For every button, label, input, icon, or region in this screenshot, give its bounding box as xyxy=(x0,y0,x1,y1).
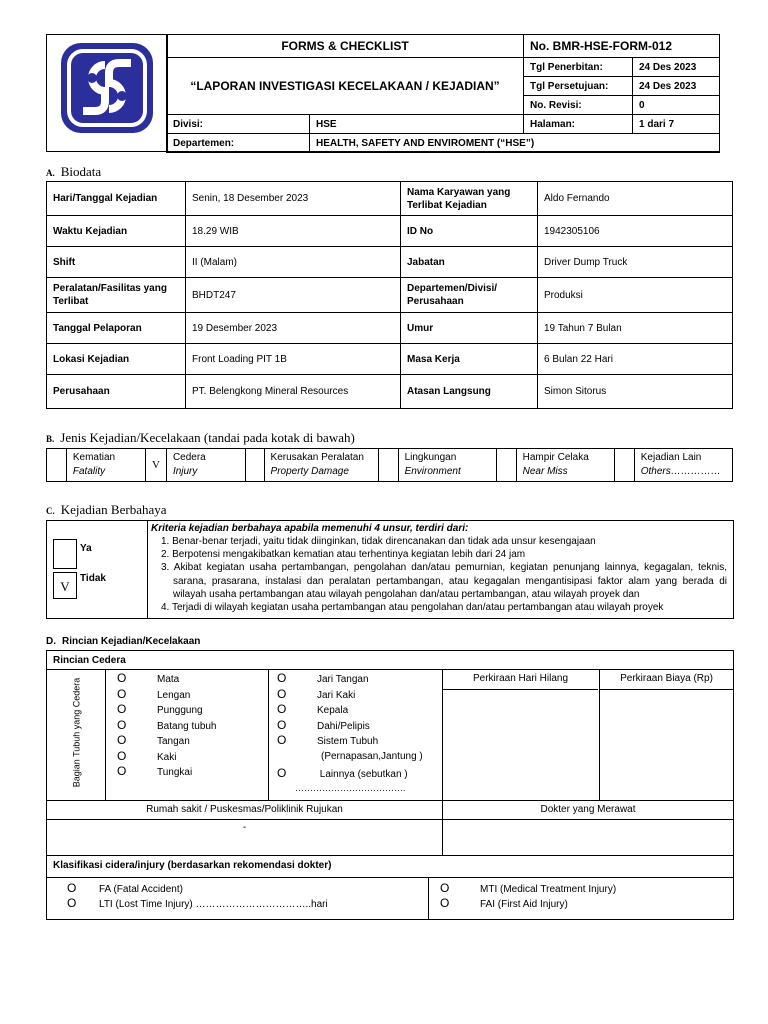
incident-type-checkbox[interactable] xyxy=(614,449,634,482)
incident-type-name: Kematian xyxy=(72,452,116,463)
body-part-label: Punggung xyxy=(157,705,203,716)
criteria-item: 1. Benar-benar terjadi, yaitu tidak diinginkan, tidak direncanakan dan tidak ada unsur kesengajaan xyxy=(161,536,596,547)
biodata-value[interactable]: 1942305106 xyxy=(538,216,733,247)
radio-circle-icon: O xyxy=(277,671,287,685)
incident-type-label xyxy=(398,449,496,482)
company-logo-icon xyxy=(59,39,155,135)
incident-type-checkbox[interactable]: V xyxy=(145,449,166,482)
lti-option[interactable]: O LTI (Lost Time Injury) ……………………………..hari xyxy=(67,896,328,910)
radio-circle-icon: O xyxy=(117,748,127,763)
biodata-label: Lokasi Kejadian xyxy=(47,344,186,375)
biodata-row xyxy=(47,313,733,344)
body-parts-col1 xyxy=(113,671,273,780)
incident-type-name: Cedera xyxy=(172,452,206,463)
biodata-label: Atasan Langsung xyxy=(401,375,538,409)
body-part-item[interactable] xyxy=(273,687,438,703)
col2-dots: ………………………………. xyxy=(295,782,406,793)
biodata-value[interactable]: 6 Bulan 22 Hari xyxy=(538,344,733,375)
incident-type-name: Kejadian Lain xyxy=(640,452,702,463)
biodata-value[interactable]: Simon Sitorus xyxy=(538,375,733,409)
incident-type-english: Others…………… xyxy=(640,466,721,477)
biodata-value[interactable]: Aldo Fernando xyxy=(538,182,733,216)
departemen-label: Departemen: xyxy=(167,134,310,153)
incident-type-label xyxy=(516,449,614,482)
incident-type-label xyxy=(264,449,378,482)
biodata-value[interactable]: 18.29 WIB xyxy=(186,216,401,247)
incident-type-english: Property Damage xyxy=(270,466,349,477)
section-a-title: A. Biodata xyxy=(46,164,102,179)
body-part-item[interactable] xyxy=(113,671,273,687)
incident-type-english: Near Miss xyxy=(522,466,568,477)
body-part-label: Tungkai xyxy=(157,767,193,778)
biaya-field[interactable] xyxy=(600,690,733,800)
biodata-value[interactable]: BHDT247 xyxy=(186,278,401,313)
tgl-persetujuan-label: Tgl Persetujuan: xyxy=(524,77,633,96)
body-part-label: Sistem Tubuh xyxy=(317,736,379,747)
radio-circle-icon: O xyxy=(117,733,127,747)
biodata-row xyxy=(47,247,733,278)
biodata-value[interactable]: 19 Tahun 7 Bulan xyxy=(538,313,733,344)
body-part-label: Batang tubuh xyxy=(157,720,217,732)
biodata-row xyxy=(47,278,733,313)
biodata-label: Nama Karyawan yang Terlibat Kejadian xyxy=(401,182,538,216)
biodata-label: Waktu Kejadian xyxy=(47,216,186,247)
divisi-value: HSE xyxy=(310,115,524,134)
rincian-cedera-box xyxy=(46,650,734,920)
ya-tidak-cell xyxy=(47,521,148,618)
biodata-label: ID No xyxy=(401,216,538,247)
biodata-row xyxy=(47,375,733,409)
biodata-label: Umur xyxy=(401,313,538,344)
body-part-item[interactable] xyxy=(113,702,273,718)
incident-type-name: Hampir Celaka xyxy=(522,452,589,463)
criteria-block xyxy=(151,522,727,614)
body-part-item[interactable] xyxy=(113,749,273,765)
biodata-value[interactable]: Driver Dump Truck xyxy=(538,247,733,278)
body-part-item[interactable] xyxy=(273,718,438,734)
radio-circle-icon: O xyxy=(117,717,127,732)
incident-type-name: Kerusakan Peralatan xyxy=(270,452,364,463)
dangerous-incident-box xyxy=(46,520,734,619)
biodata-label: Shift xyxy=(47,247,186,278)
body-part-item[interactable]: O Lainnya (sebutkan ) xyxy=(277,765,408,780)
col2-extra: (Pernapasan,Jantung ) xyxy=(321,750,423,762)
rumah-sakit-header: Rumah sakit / Puskesmas/Poliklinik Rujukan xyxy=(47,801,442,820)
criteria-item: 3. Akibat kegiatan usaha pertambangan, pengolahan dan/atau pemurnian, kegiatan penunjang lainnya, kegagalan, teknis, sarana, prasarana, instalasi dan peralatan pertambangan, atau kegagalan mengantisipasi faktor alam yang berada di wilayah usaha pertambangan atau wilayah pengolahan dan/atau pertambangan, atau wilayah proyek dan xyxy=(161,562,727,600)
body-part-label: Tangan xyxy=(157,736,190,747)
tgl-persetujuan-value: 24 Des 2023 xyxy=(633,77,720,96)
incident-type-table xyxy=(46,448,733,482)
body-part-item[interactable] xyxy=(113,718,273,734)
criteria-item: 4. Terjadi di wilayah kegiatan usaha pertambangan atau pengolahan dan/atau pertambangan atau wilayah proyek xyxy=(161,602,664,614)
ya-label: Ya xyxy=(80,543,92,554)
radio-circle-icon: O xyxy=(277,733,287,747)
incident-type-english: Environment xyxy=(404,466,461,477)
criteria-title: Kriteria kejadian berbahaya apabila memenuhi 4 unsur, terdiri dari: xyxy=(151,523,469,534)
incident-type-english: Fatality xyxy=(72,466,106,477)
body-part-label: Kepala xyxy=(317,705,349,716)
body-part-label: Mata xyxy=(157,674,180,685)
incident-type-label xyxy=(634,449,732,482)
tgl-penerbitan-value: 24 Des 2023 xyxy=(633,58,720,77)
incident-type-checkbox[interactable] xyxy=(378,449,398,482)
section-a-letter: A. xyxy=(46,168,55,178)
biodata-value[interactable]: PT. Belengkong Mineral Resources xyxy=(186,375,401,409)
departemen-value: HEALTH, SAFETY AND ENVIROMENT (“HSE”) xyxy=(310,134,720,153)
fa-option[interactable]: O FA (Fatal Accident) xyxy=(67,881,183,895)
side-label-cell xyxy=(47,669,106,800)
halaman-label: Halaman: xyxy=(524,115,633,134)
form-number: No. BMR-HSE-FORM-012 xyxy=(524,35,720,58)
header-table xyxy=(166,34,720,153)
ya-checkbox[interactable] xyxy=(53,539,77,569)
biodata-label: Tanggal Pelaporan xyxy=(47,313,186,344)
incident-type-checkbox[interactable] xyxy=(246,449,264,482)
no-revisi-value: 0 xyxy=(633,96,720,115)
body-part-label: Lengan xyxy=(157,689,191,701)
tidak-checkbox[interactable]: V xyxy=(53,572,77,599)
incident-type-name: Lingkungan xyxy=(404,452,457,463)
rincian-cedera-label: Rincian Cedera xyxy=(53,655,126,666)
section-b-title: B. Jenis Kejadian/Kecelakaan (tandai pada kotak di bawah) xyxy=(46,430,355,445)
biodata-label: Departemen/Divisi/ Perusahaan xyxy=(401,278,538,313)
biodata-value[interactable]: Produksi xyxy=(538,278,733,313)
incident-type-checkbox[interactable] xyxy=(496,449,516,482)
biodata-value[interactable]: 19 Desember 2023 xyxy=(186,313,401,344)
halaman-value: 1 dari 7 xyxy=(633,115,720,134)
biodata-table xyxy=(46,181,733,409)
biodata-label: Masa Kerja xyxy=(401,344,538,375)
section-d-title: D. Rincian Kejadian/Kecelakaan xyxy=(46,636,201,647)
hari-hilang-field[interactable] xyxy=(443,690,598,800)
incident-type-label xyxy=(166,449,245,482)
biodata-row xyxy=(47,216,733,247)
body-parts-col2 xyxy=(273,671,438,794)
form-category: FORMS & CHECKLIST xyxy=(167,35,524,58)
body-part-label: Dahi/Pelipis xyxy=(317,720,370,732)
mti-option[interactable]: O MTI (Medical Treatment Injury) xyxy=(440,881,617,895)
section-c-title: C. Kejadian Berbahaya xyxy=(46,502,167,517)
body-part-label: Jari Tangan xyxy=(317,674,369,685)
biodata-row xyxy=(47,344,733,375)
tidak-label: Tidak xyxy=(80,573,106,584)
radio-circle-icon: O xyxy=(277,686,287,701)
klasifikasi-label: Klasifikasi cidera/injury (berdasarkan rekomendasi dokter) xyxy=(53,860,332,871)
biodata-label: Jabatan xyxy=(401,247,538,278)
radio-circle-icon: O xyxy=(117,764,127,778)
biodata-value[interactable]: Front Loading PIT 1B xyxy=(186,344,401,375)
body-part-item[interactable] xyxy=(273,733,438,749)
radio-circle-icon: O xyxy=(277,702,287,716)
fai-option[interactable]: O FAI (First Aid Injury) xyxy=(440,896,568,910)
dokter-field[interactable] xyxy=(443,821,733,855)
biodata-row xyxy=(47,182,733,216)
body-part-item[interactable] xyxy=(113,733,273,749)
no-revisi-label: No. Revisi: xyxy=(524,96,633,115)
body-part-label: Jari Kaki xyxy=(317,689,356,701)
tgl-penerbitan-label: Tgl Penerbitan: xyxy=(524,58,633,77)
body-part-label: Kaki xyxy=(157,751,177,763)
side-label: Bagian Tubuh yang Cedera xyxy=(71,677,82,788)
radio-circle-icon: O xyxy=(117,686,127,701)
divisi-label: Divisi: xyxy=(167,115,310,134)
radio-circle-icon: O xyxy=(117,702,127,716)
biodata-value[interactable]: II (Malam) xyxy=(186,247,401,278)
biodata-label: Hari/Tanggal Kejadian xyxy=(47,182,186,216)
incident-type-checkbox[interactable] xyxy=(47,449,67,482)
biodata-label: Perusahaan xyxy=(47,375,186,409)
form-title: “LAPORAN INVESTIGASI KECELAKAAN / KEJADIAN” xyxy=(167,58,524,115)
biodata-value[interactable]: Senin, 18 Desember 2023 xyxy=(186,182,401,216)
radio-circle-icon: O xyxy=(117,671,127,685)
body-part-item[interactable] xyxy=(273,702,438,718)
radio-circle-icon: O xyxy=(277,717,287,732)
body-part-item[interactable] xyxy=(113,764,273,780)
hari-hilang-header: Perkiraan Hari Hilang xyxy=(443,669,598,690)
logo-cell xyxy=(47,35,168,151)
body-part-item[interactable] xyxy=(273,671,438,687)
biaya-header: Perkiraan Biaya (Rp) xyxy=(600,669,733,690)
dokter-header: Dokter yang Merawat xyxy=(443,801,733,820)
body-part-item[interactable] xyxy=(113,687,273,703)
incident-type-english: Injury xyxy=(172,466,198,477)
criteria-item: 2. Berpotensi mengakibatkan kematian atau terhentinya kegiatan lebih dari 24 jam xyxy=(161,549,526,561)
biodata-label: Peralatan/Fasilitas yang Terlibat xyxy=(47,278,186,313)
rumah-sakit-field[interactable]: - xyxy=(242,822,247,833)
incident-type-label xyxy=(66,449,145,482)
